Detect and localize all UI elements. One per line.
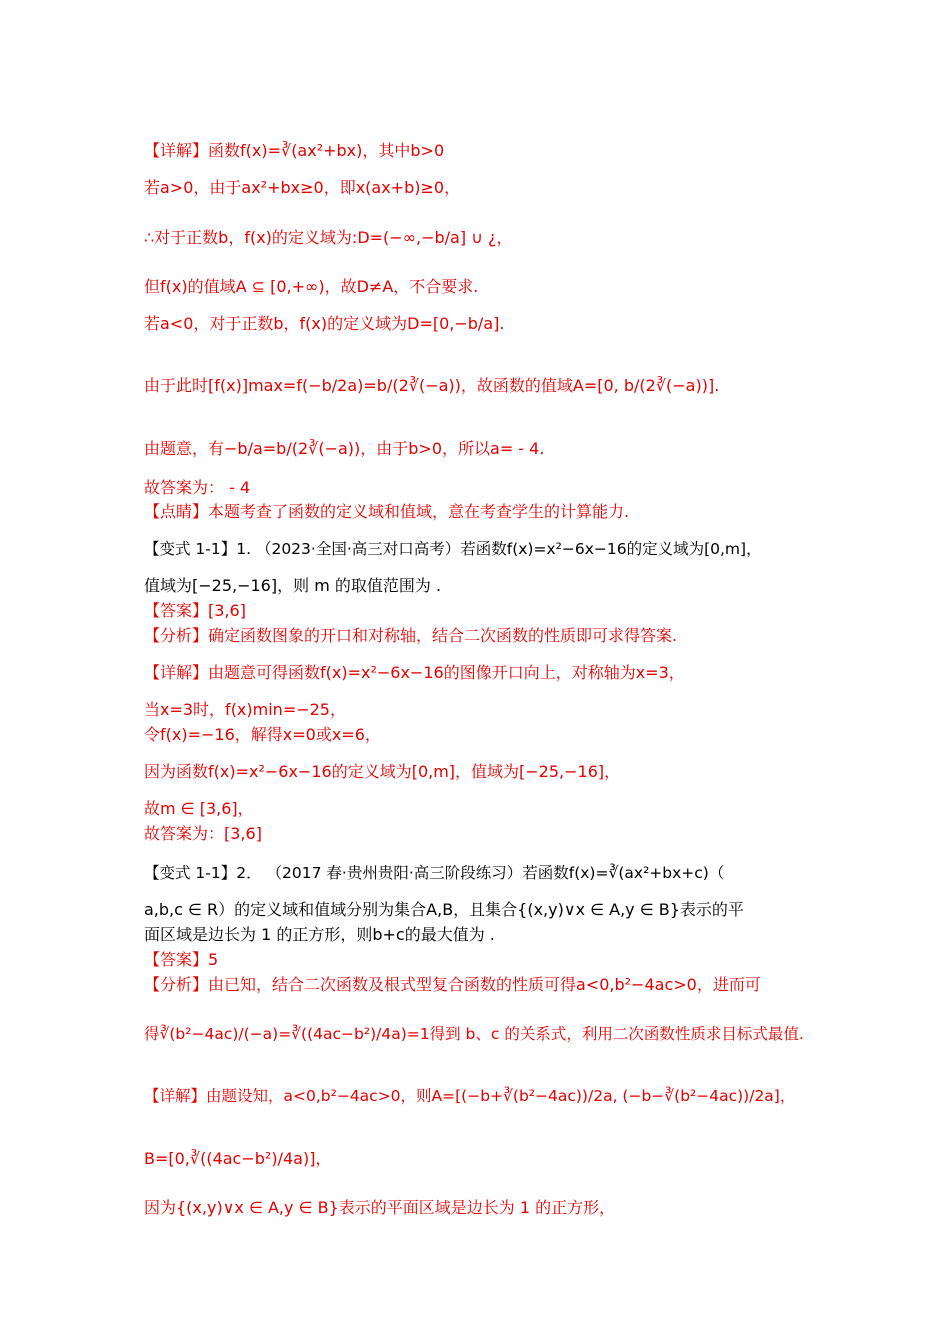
line-answer-1: 故答案为： - 4 [144, 478, 251, 497]
line-max-value: 由于此时[f(x)]max=f(−b/2a)=b/(2∛(−a))，故函数的值域A=[0, b/(2∛(−a))]. [144, 376, 720, 395]
line-variant-1-domain-range: 因为函数f(x)=x²−6x−16的定义域为[0,m]，值域为[−25,−16]， [144, 762, 621, 781]
line-variant-2-answer: 【答案】5 [144, 950, 219, 969]
line-variant-2-question: 【变式 1-1】2． （2017 春·贵州贵阳·高三阶段练习）若函数f(x)=∛(ax²+bx+c)（ [144, 864, 725, 882]
line-variant-1-answer: 【答案】[3,6] [144, 601, 246, 620]
line-variant-2-question-cont-1: a,b,c ∈ R）的定义域和值域分别为集合A,B，且集合{(x,y)∨x ∈ A,y ∈ B}表示的平 [144, 900, 744, 919]
line-comment: 【点睛】本题考查了函数的定义域和值域，意在考查学生的计算能力. [144, 502, 630, 521]
line-variant-2-set-b: B=[0,∛((4ac−b²)/4a)]， [144, 1149, 332, 1168]
line-variant-1-m-range: 故m ∈ [3,6]， [144, 799, 254, 818]
line-variant-1-final-answer: 故答案为：[3,6] [144, 824, 262, 843]
line-variant-1-question: 【变式 1-1】1. （2023·全国·高三对口高考）若函数f(x)=x²−6x−16的定义域为[0,m]， [144, 540, 762, 558]
line-detail-function: 【详解】函数f(x)=∛(ax²+bx)，其中b>0 [144, 141, 445, 160]
line-variant-2-question-cont-2: 面区域是边长为 1 的正方形，则b+c的最大值为 . [144, 925, 495, 944]
line-domain-positive-b: ∴对于正数b，f(x)的定义域为:D=(−∞,−b/a] ∪ ¿， [144, 228, 513, 247]
line-case-a-negative: 若a<0，对于正数b，f(x)的定义域为D=[0,−b/a]. [144, 314, 505, 333]
line-solve-a: 由题意，有−b/a=b/(2∛(−a))，由于b>0，所以a= - 4. [144, 439, 545, 458]
line-variant-2-analysis-cont: 得∛(b²−4ac)/(−a)=∛((4ac−b²)/4a)=1得到 b、c 的关系式，利用二次函数性质求目标式最值. [144, 1025, 804, 1043]
line-variant-2-detail: 【详解】由题设知，a<0,b²−4ac>0，则A=[(−b+∛(b²−4ac))/2a, (−b−∛(b²−4ac))/2a]， [144, 1087, 796, 1105]
line-variant-1-solve: 令f(x)=−16，解得x=0或x=6， [144, 725, 381, 744]
line-variant-1-analysis: 【分析】确定函数图象的开口和对称轴，结合二次函数的性质即可求得答案. [144, 626, 678, 645]
line-case-a-positive: 若a>0，由于ax²+bx≥0，即x(ax+b)≥0， [144, 178, 461, 197]
line-variant-2-square-region: 因为{(x,y)∨x ∈ A,y ∈ B}表示的平面区域是边长为 1 的正方形， [144, 1198, 616, 1217]
line-range-not-match: 但f(x)的值域A ⊆ [0,+∞)，故D≠A，不合要求. [144, 277, 479, 296]
line-variant-1-min: 当x=3时，f(x)min=−25， [144, 700, 346, 719]
line-variant-1-detail: 【详解】由题意可得函数f(x)=x²−6x−16的图像开口向上，对称轴为x=3， [144, 663, 685, 682]
line-variant-1-question-cont: 值域为[−25,−16]，则 m 的取值范围为 . [144, 576, 442, 595]
line-variant-2-analysis: 【分析】由已知，结合二次函数及根式型复合函数的性质可得a<0,b²−4ac>0，进而可 [144, 975, 761, 994]
